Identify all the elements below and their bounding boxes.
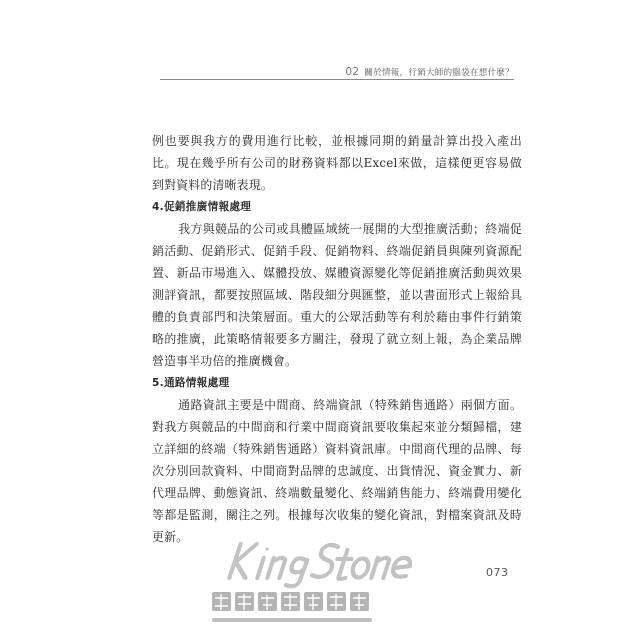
chapter-title: 關於情報，行銷大師的腦袋在想什麼？ (364, 68, 514, 78)
body-text (152, 130, 522, 548)
chapter-number: 02 (345, 66, 360, 78)
section-heading-channel: 5.通路情報處理 (152, 377, 230, 389)
section-heading-promotion: 4.促銷推廣情報處理 (152, 201, 252, 213)
kingstone-watermark (208, 528, 448, 628)
page-number: 073 (486, 566, 509, 579)
running-header (345, 66, 514, 78)
paragraph-financial-data: 例也要與我方的費用進行比較，並根據同期的銷量計算出投入產出比。現在幾乎所有公司的財務資料都以Excel來做，這樣便更容易做到對資料的清晰表現。 (152, 134, 522, 192)
paragraph-promotion: 我方與競品的公司或具體區域統一展開的大型推廣活動；終端促銷活動、促銷形式、促銷手段、促銷物料、終端促銷員與陳列資源配置、新品市場進入、媒體投放、媒體資源變化等促銷推廣活動與效果測評資訊，都要按照區域、階段細分與匯整，並以書面形式上報給具體的負責部門和決策層面。重大的公眾活動等有利於藉由事件行銷策略的推廣，此策略情報要多方關注，發現了就立刻上報，為企業品牌營造事半功倍的推廣機會。 (152, 222, 522, 368)
kingstone-watermark-logo (208, 528, 448, 628)
header-rule (160, 79, 514, 80)
paragraph-channel: 通路資訊主要是中間商、終端資訊（特殊銷售通路）兩個方面。對我方與競品的中間商和行業中間商資訊要收集起來並分類歸檔，建立詳細的終端（特殊銷售通路）資料資訊庫。中間商代理的品牌、每次分別回款資料、中間商對品牌的忠誠度、出貨情況、資金實力、新代理品牌、動態資訊、終端數量變化、終端銷售能力、終端費用變化等都是監測，關注之列。根據每次收集的變化資訊，對檔案資訊及時更新。 (152, 398, 522, 544)
